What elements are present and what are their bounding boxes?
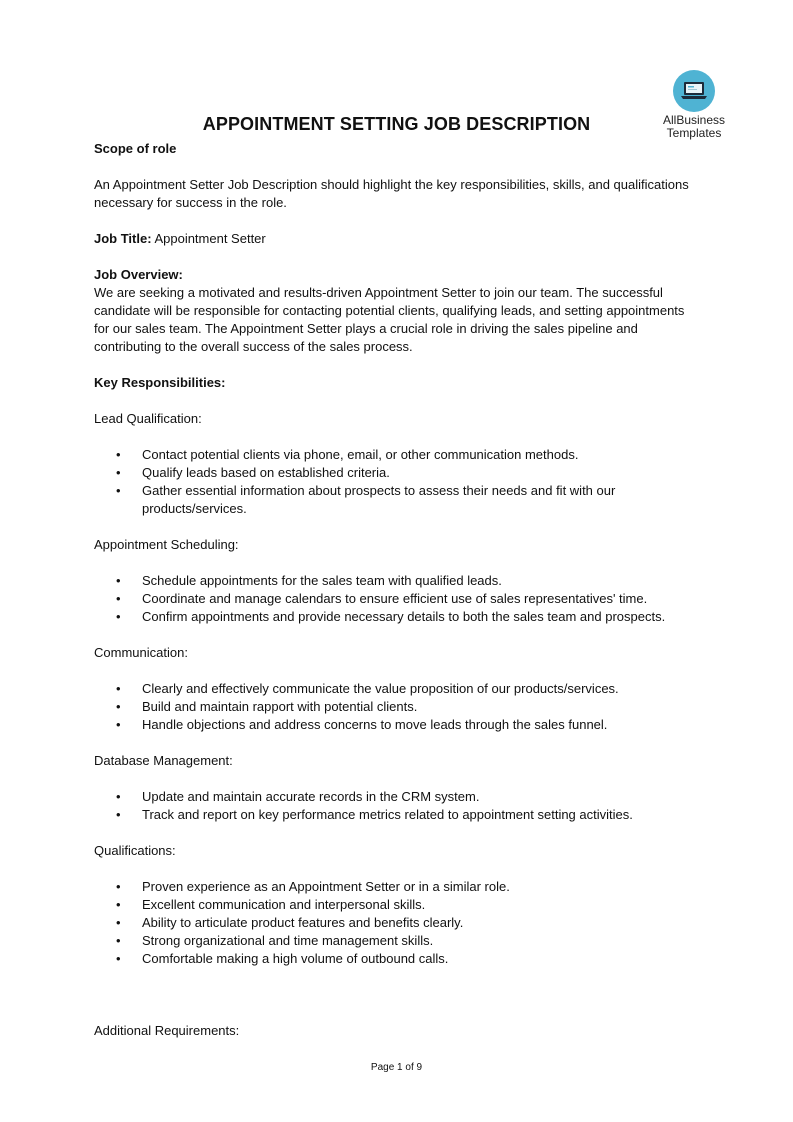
- responsibilities-heading: Key Responsibilities:: [94, 375, 226, 390]
- list-item: • Track and report on key performance metrics related to appointment setting activities.: [94, 806, 694, 824]
- spacer: [94, 734, 694, 752]
- section-heading-qualifications: Qualifications:: [94, 843, 176, 858]
- scope-text: An Appointment Setter Job Description should highlight the key responsibilities, skills, and qualifications necessary for success in the role.: [94, 177, 689, 210]
- list-item: • Gather essential information about prospects to assess their needs and fit with our products/services.: [94, 482, 694, 518]
- spacer: [94, 554, 694, 572]
- laptop-icon: [673, 70, 715, 112]
- bullet-list-lead-qualification: [94, 446, 694, 518]
- spacer: [94, 518, 694, 536]
- section-heading-lead-qualification: Lead Qualification:: [94, 411, 202, 426]
- logo-line-1: AllBusiness: [662, 113, 726, 127]
- list-item: • Handle objections and address concerns to move leads through the sales funnel.: [94, 716, 694, 734]
- list-item: • Build and maintain rapport with potential clients.: [94, 698, 694, 716]
- page-number: Page 1 of 9: [370, 1062, 423, 1073]
- list-item: • Confirm appointments and provide necessary details to both the sales team and prospects.: [94, 608, 694, 626]
- job-title-line: [94, 230, 694, 248]
- bullet-list-communication: [94, 680, 694, 734]
- list-item: • Excellent communication and interpersonal skills.: [94, 896, 694, 914]
- list-item: • Strong organizational and time management skills.: [94, 932, 694, 950]
- logo-line-2: Templates: [666, 126, 722, 140]
- bullet-list-database-management: [94, 788, 694, 824]
- bullet-list-qualifications: [94, 878, 694, 968]
- list-item: • Coordinate and manage calendars to ensure efficient use of sales representatives' time.: [94, 590, 694, 608]
- spacer: [94, 1004, 694, 1022]
- list-item: • Contact potential clients via phone, email, or other communication methods.: [94, 446, 694, 464]
- additional-requirements-heading: Additional Requirements:: [94, 1023, 240, 1038]
- spacer: [94, 626, 694, 644]
- spacer: [94, 248, 694, 266]
- overview-text: We are seeking a motivated and results-driven Appointment Setter to join our team. The successful candidate will be responsible for contacting potential clients, qualifying leads, and setting appointments for our sales team. The Appointment Setter plays a crucial role in driving the sales pipeline and contributing to the overall success of the sales process.: [94, 285, 685, 354]
- spacer: [94, 770, 694, 788]
- spacer: [94, 986, 694, 1004]
- spacer: [94, 860, 694, 878]
- spacer: [94, 824, 694, 842]
- spacer: [94, 158, 694, 176]
- section-heading-database-management: Database Management:: [94, 753, 233, 768]
- document-body: [94, 140, 694, 1040]
- list-item: • Ability to articulate product features and benefits clearly.: [94, 914, 694, 932]
- spacer: [94, 968, 694, 986]
- list-item: • Clearly and effectively communicate the value proposition of our products/services.: [94, 680, 694, 698]
- spacer: [94, 428, 694, 446]
- job-title-label: Job Title:: [94, 231, 152, 246]
- spacer: [94, 356, 694, 374]
- page-title: APPOINTMENT SETTING JOB DESCRIPTION: [202, 114, 591, 134]
- list-item: • Proven experience as an Appointment Setter or in a similar role.: [94, 878, 694, 896]
- section-heading-communication: Communication:: [94, 645, 188, 660]
- bullet-list-appointment-scheduling: [94, 572, 694, 626]
- section-heading-appointment-scheduling: Appointment Scheduling:: [94, 537, 239, 552]
- list-item: • Update and maintain accurate records in the CRM system.: [94, 788, 694, 806]
- spacer: [94, 392, 694, 410]
- scope-heading: Scope of role: [94, 141, 177, 156]
- job-title-value: Appointment Setter: [154, 231, 266, 246]
- spacer: [94, 212, 694, 230]
- spacer: [94, 662, 694, 680]
- overview-heading: Job Overview:: [94, 267, 183, 282]
- list-item: • Schedule appointments for the sales team with qualified leads.: [94, 572, 694, 590]
- list-item: • Comfortable making a high volume of outbound calls.: [94, 950, 694, 968]
- list-item: • Qualify leads based on established criteria.: [94, 464, 694, 482]
